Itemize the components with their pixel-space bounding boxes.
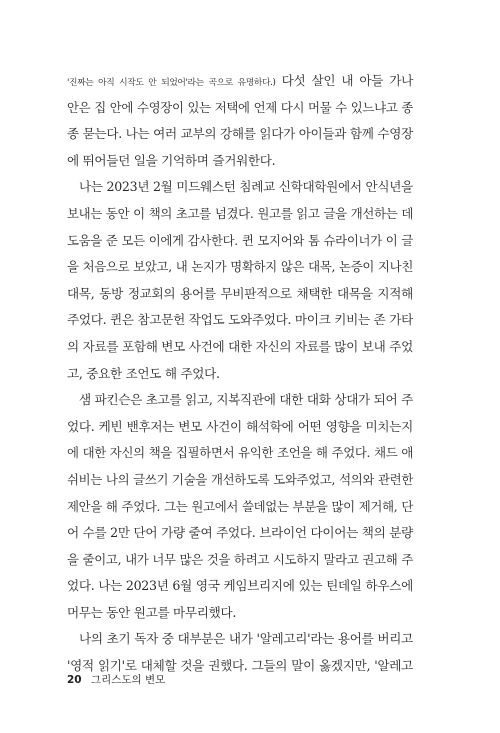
- line-text: 샘 파킨슨은 초고를 읽고, 지복직관에 대한 대화 상대가 되어 주: [79, 392, 413, 408]
- body-text: [67, 68, 413, 680]
- inline-note: '진짜는 아직 시작도 안 되었어'라는 곡으로 유명하다.): [67, 78, 276, 88]
- text-line: [67, 626, 413, 653]
- line-text: 종 묻는다. 나는 여러 교부의 강해를 읽다가 아이들과 함께 수영장: [67, 126, 413, 142]
- line-text: 쉬비는 나의 글쓰기 기술을 개선하도록 도와주었고, 석의와 관련한: [67, 471, 413, 487]
- line-text: 의 자료를 포함해 변모 사건에 대한 자신의 자료를 많이 보내 주었: [67, 338, 413, 354]
- line-text: '영적 읽기'로 대체할 것을 권했다. 그들의 말이 옳겠지만, '알레고: [67, 658, 413, 674]
- line-text: 을 처음으로 보았고, 내 논지가 명확하지 않은 대목, 논증이 지나친: [67, 259, 413, 275]
- line-text: 었다. 나는 2023년 6월 영국 케임브리지에 있는 틴데일 하우스에: [67, 578, 413, 594]
- line-text: 고, 중요한 조언도 해 주었다.: [67, 365, 220, 381]
- text-line: [67, 148, 413, 175]
- text-line: [67, 573, 413, 600]
- text-line: [67, 281, 413, 308]
- text-line: [67, 334, 413, 361]
- text-line: [67, 361, 413, 388]
- running-title: 그리스도의 변모: [90, 674, 166, 686]
- line-text: 을 줄이고, 내가 너무 많은 것을 하려고 시도하지 말라고 권고해 주: [67, 551, 413, 567]
- line-text: 나는 2023년 2월 미드웨스턴 침례교 신학대학원에서 안식년을: [79, 179, 413, 195]
- text-line: [67, 228, 413, 255]
- line-text: 보내는 동안 이 책의 초고를 넘겼다. 원고를 읽고 글을 개선하는 데: [67, 205, 413, 221]
- line-text: 머무는 동안 원고를 마무리했다.: [67, 604, 237, 620]
- text-line: [67, 387, 413, 414]
- page-footer: [67, 672, 165, 687]
- line-text: 나의 초기 독자 중 대부분은 내가 '알레고리'라는 용어를 버리고: [79, 631, 413, 647]
- text-line: [67, 467, 413, 494]
- text-line: [67, 254, 413, 281]
- text-line: [67, 121, 413, 148]
- text-line: [67, 600, 413, 627]
- line-text: 에 뛰어들던 일을 기억하며 즐거워한다.: [67, 152, 276, 168]
- line-text: 에 대한 자신의 책을 집필하면서 유익한 조언을 해 주었다. 채드 애: [67, 445, 413, 461]
- line-text: 어 수를 2만 단어 가량 줄여 주었다. 브라이언 다이어는 책의 분량: [67, 525, 413, 541]
- text-line: [67, 494, 413, 521]
- text-line: [67, 414, 413, 441]
- line-text: 제안을 해 주었다. 그는 원고에서 쓸데없는 부분을 많이 제거해, 단: [67, 498, 413, 514]
- line-text: 대목, 동방 정교회의 용어를 무비판적으로 채택한 대목을 지적해: [67, 285, 413, 301]
- text-line: [67, 174, 413, 201]
- text-line: [67, 520, 413, 547]
- page-number: 20: [67, 674, 82, 686]
- text-line: [67, 307, 413, 334]
- text-line: [67, 547, 413, 574]
- line-text: 다섯 살인 내 아들 가나: [275, 73, 413, 88]
- line-text: 안은 집 안에 수영장이 있는 저택에 언제 다시 머물 수 있느냐고 종: [67, 99, 413, 115]
- text-line: [67, 201, 413, 228]
- text-line: [67, 95, 413, 122]
- text-line: [67, 440, 413, 467]
- line-text: 도움을 준 모든 이에게 감사한다. 퀸 모지어와 톰 슈라이너가 이 글: [67, 232, 413, 248]
- line-text: 주었다. 퀸은 참고문헌 작업도 도와주었다. 마이크 키비는 존 가타: [67, 312, 413, 328]
- text-line: [67, 68, 413, 95]
- line-text: 었다. 케빈 밴후저는 변모 사건이 해석학에 어떤 영향을 미치는지: [67, 418, 413, 434]
